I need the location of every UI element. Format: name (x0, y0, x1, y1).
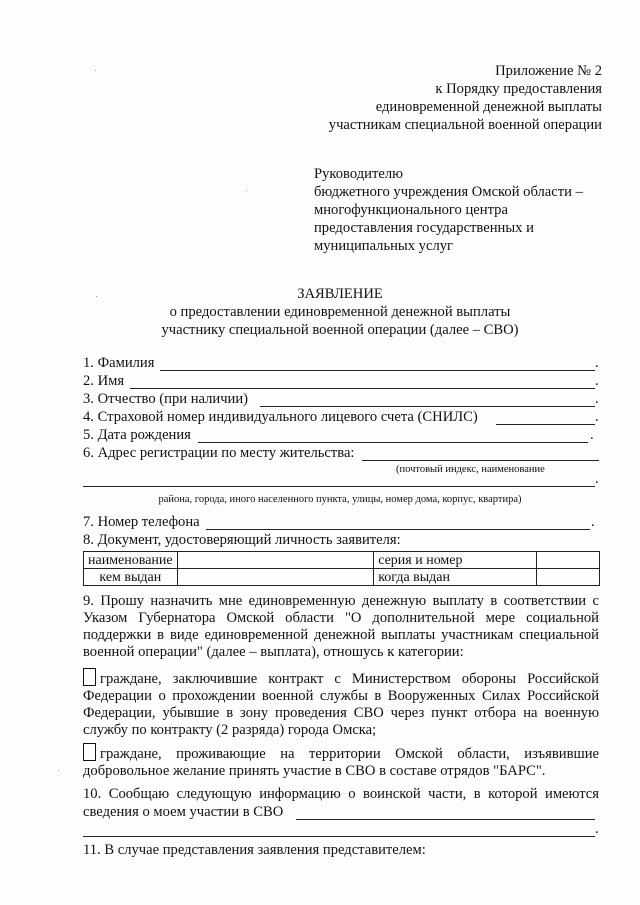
category-1-checkbox[interactable] (83, 668, 96, 686)
id-document-table (83, 551, 600, 586)
military-unit-input-line-2[interactable] (83, 836, 595, 837)
address-input-line-2[interactable] (83, 486, 595, 487)
snils-end-dot: . (595, 409, 599, 425)
paragraph-10-line-1: 10. Сообщаю следующую информацию о воинской части, в которой имеются (83, 786, 599, 802)
paragraph-10-line-2: сведения о моем участии в СВО (83, 804, 284, 820)
scan-speck (95, 70, 96, 71)
name-end-dot: . (595, 373, 599, 389)
military-unit-input-line-1[interactable] (296, 819, 595, 820)
scan-speck (246, 190, 247, 191)
addressee-line-3: многофункционального центра (314, 202, 508, 218)
document-title: ЗАЯВЛЕНИЕ (297, 286, 383, 302)
phone-input-line[interactable] (206, 529, 590, 530)
id-document-label: 8. Документ, удостоверяющий личность заявителя: (83, 532, 401, 548)
name-label: 2. Имя (83, 373, 125, 389)
name-input-line[interactable] (130, 388, 595, 389)
addressee-line-1: Руководителю (314, 166, 404, 182)
addressee-line-4: предоставления государственных и (314, 220, 534, 236)
snils-label: 4. Страховой номер индивидуального лицевого счета (СНИЛС) (83, 409, 478, 425)
id-doc-date-cell[interactable] (536, 569, 599, 586)
table-row (84, 552, 600, 569)
id-doc-issuer-label: кем выдан (84, 569, 178, 586)
paragraph-9: 9. Прошу назначить мне единовременную денежную выплату в соответствии с Указом Губернатора Омской области "О дополнительной мере социальной поддержки в виде единовременной денежной выплаты участникам специальной военной операции" (далее – выплата), отношусь к категории: (83, 593, 599, 660)
patronymic-input-line[interactable] (260, 406, 595, 407)
id-doc-series-cell[interactable] (536, 552, 599, 569)
patronymic-label: 3. Отчество (при наличии) (83, 391, 249, 407)
id-doc-type-label: наименование (84, 552, 178, 569)
address-end-dot: . (595, 471, 599, 487)
paragraph-11: 11. В случае представления заявления представителем: (83, 842, 426, 858)
phone-end-dot: . (591, 514, 595, 530)
birthdate-input-line[interactable] (198, 442, 588, 443)
category-2-checkbox[interactable] (83, 743, 96, 761)
surname-input-line[interactable] (160, 370, 595, 371)
phone-label: 7. Номер телефона (83, 514, 200, 530)
id-doc-type-cell[interactable] (177, 552, 374, 569)
surname-label: 1. Фамилия (83, 355, 155, 371)
id-doc-issuer-cell[interactable] (177, 569, 374, 586)
address-hint-1: (почтовый индекс, наименование (396, 464, 545, 475)
id-doc-series-label: серия и номер (374, 552, 537, 569)
document-subtitle-line-2: участнику специальной военной операции (далее – СВО) (161, 322, 519, 338)
table-row (84, 569, 600, 586)
address-label: 6. Адрес регистрации по месту жительства: (83, 445, 355, 461)
surname-end-dot: . (595, 355, 599, 371)
military-unit-end-dot: . (595, 821, 599, 837)
address-hint-2: района, города, иного населенного пункта, улицы, номер дома, корпус, квартира) (158, 494, 522, 505)
addressee-line-5: муниципальных услуг (314, 238, 454, 254)
appendix-line-4: участникам специальной военной операции (328, 117, 602, 133)
snils-input-line[interactable] (496, 424, 595, 425)
category-2-text: граждане, проживающие на территории Омской области, изъявившие добровольное желание принять участие в СВО в составе отрядов "БАРС". (83, 746, 599, 779)
category-option-1 (83, 668, 599, 739)
addressee-line-2: бюджетного учреждения Омской области – (314, 184, 583, 200)
scan-speck (58, 770, 59, 771)
patronymic-end-dot: . (595, 391, 599, 407)
birthdate-end-dot: . (590, 427, 594, 443)
category-option-2 (83, 743, 599, 780)
category-1-text: граждане, заключившие контракт с Министерством обороны Российской Федерации о прохождении военной службы в Вооруженных Силах Российской Федерации, убывшие в зону проведения СВО через пункт отбора на военную службу по контракту (2 разряда) города Омска; (83, 671, 599, 738)
appendix-line-2: к Порядку предоставления (435, 81, 602, 97)
birthdate-label: 5. Дата рождения (83, 427, 191, 443)
document-subtitle-line-1: о предоставлении единовременной денежной выплаты (169, 304, 511, 320)
appendix-line-1: Приложение № 2 (495, 63, 602, 79)
id-doc-date-label: когда выдан (374, 569, 537, 586)
appendix-line-3: единовременной денежной выплаты (375, 99, 602, 115)
scan-speck (96, 296, 97, 297)
